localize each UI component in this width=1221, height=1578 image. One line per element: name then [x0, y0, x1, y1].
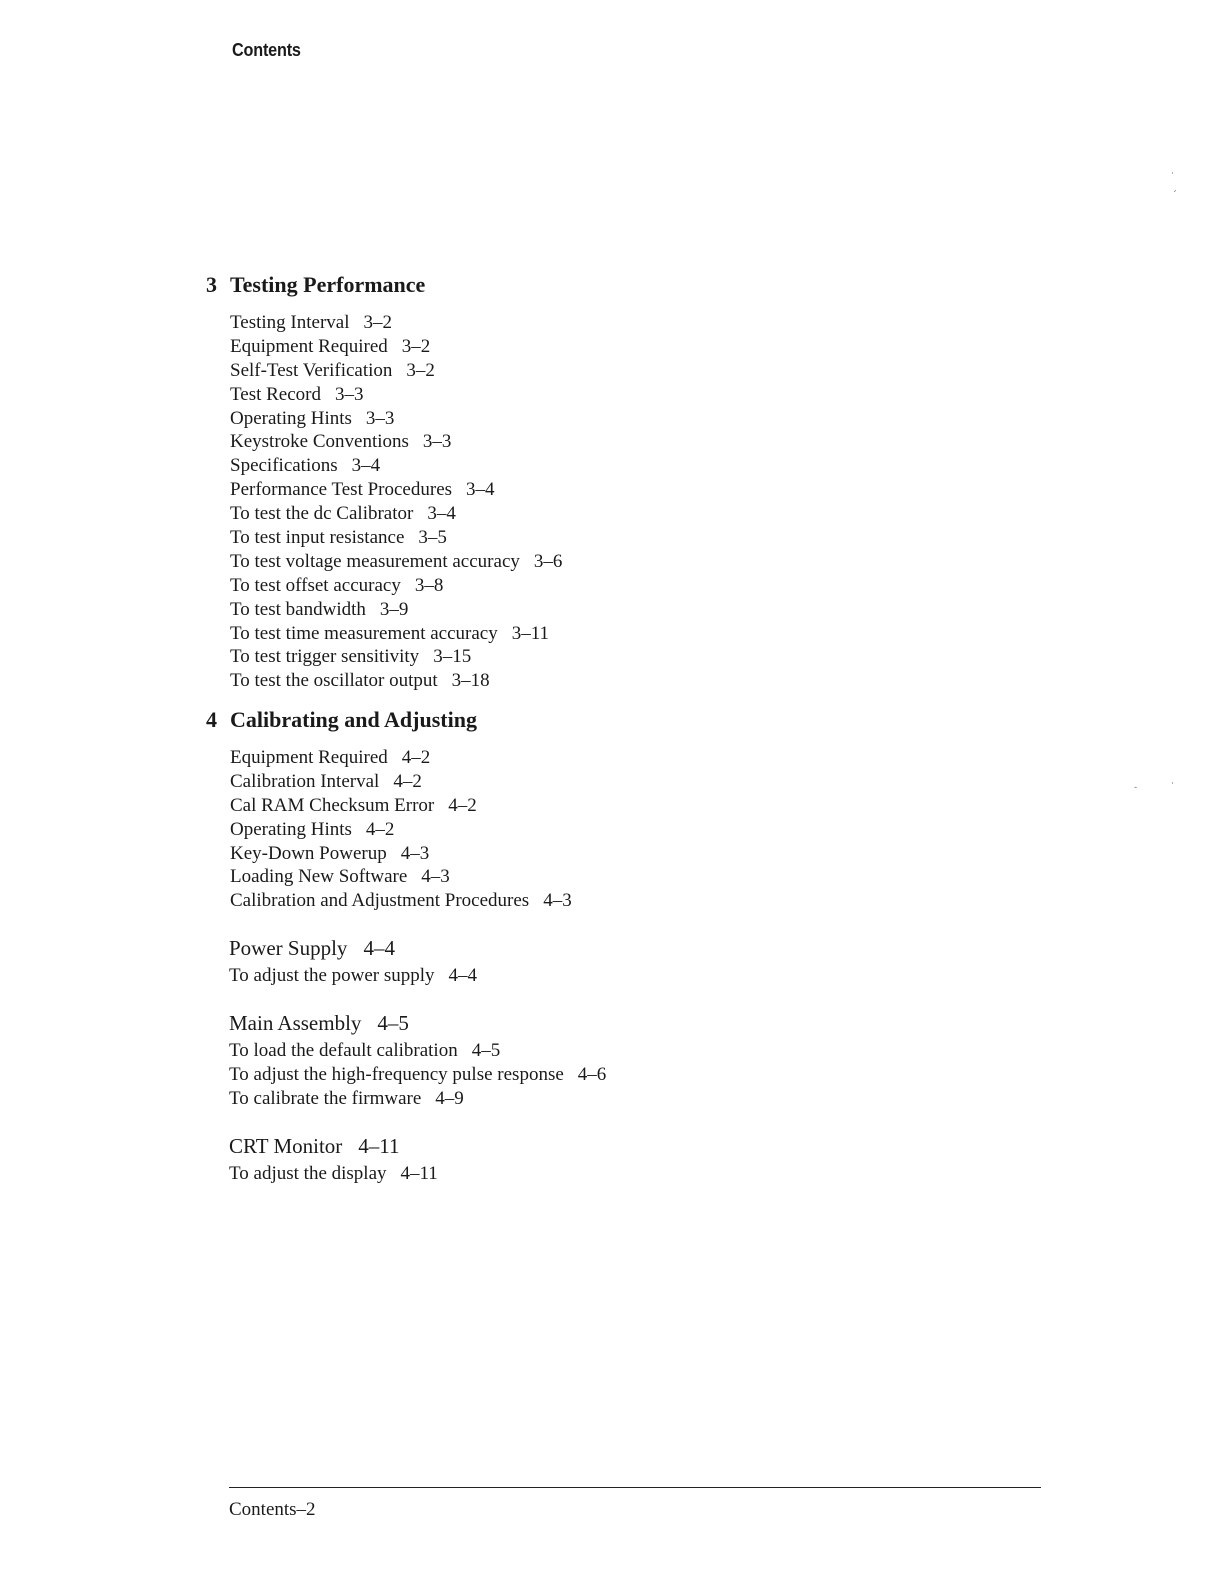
toc-entry[interactable]: [230, 865, 572, 889]
toc-entry-title: To test offset accuracy: [230, 574, 401, 596]
toc-entry-page: 3–8: [414, 574, 444, 596]
running-head: Contents: [232, 40, 301, 60]
toc-entry[interactable]: [229, 1162, 438, 1186]
toc-entry-title: Calibration and Adjustment Procedures: [230, 890, 530, 912]
toc-entry-page: 4–11: [400, 1163, 438, 1184]
toc-entry[interactable]: [230, 794, 572, 818]
toc-entry-title: Equipment Required: [230, 335, 388, 357]
toc-subsection-crt-monitor: [229, 1132, 438, 1186]
toc-entry-page: 3–3: [335, 383, 364, 405]
toc-entry[interactable]: [229, 1087, 606, 1111]
toc-entry-page: 4–3: [543, 890, 572, 912]
toc-subsection-power-supply: [229, 934, 477, 988]
toc-subsection-page: 4–5: [377, 1011, 409, 1035]
toc-entry-title: Loading New Software: [230, 866, 408, 888]
toc-entry-title: To calibrate the firmware: [229, 1087, 422, 1109]
toc-entry-title: Calibration Interval: [230, 770, 380, 792]
scan-speck: ˊ: [1172, 190, 1177, 201]
toc-entry-title: Self-Test Verification: [230, 359, 393, 381]
toc-entry-title: Test Record: [230, 383, 322, 405]
toc-entry-title: Key-Down Powerup: [230, 842, 387, 864]
scan-speck: ˙: [1170, 782, 1175, 793]
toc-sublist: [229, 964, 477, 988]
toc-entry-page: 3–2: [406, 359, 435, 381]
toc-entry-page: 3–4: [351, 455, 381, 477]
toc-entry-title: Operating Hints: [230, 407, 352, 429]
toc-entry-title: To test input resistance: [230, 527, 405, 549]
toc-entry-title: Operating Hints: [230, 818, 352, 840]
toc-entry-page: 3–2: [363, 312, 392, 333]
toc-subsection-main-assembly: [229, 1009, 606, 1111]
toc-entry-page: 4–3: [400, 842, 430, 864]
toc-entry-page: 4–2: [401, 747, 431, 768]
toc-subsection-page: 4–4: [363, 936, 395, 960]
toc-entry-page: 4–2: [448, 794, 477, 816]
toc-entry[interactable]: [230, 335, 562, 359]
toc-list-chapter-4: [230, 746, 572, 913]
scan-speck: ˙: [1170, 172, 1175, 183]
toc-subsection-title: Main Assembly: [229, 1011, 362, 1035]
toc-entry[interactable]: [230, 598, 562, 622]
toc-entry[interactable]: [230, 770, 572, 794]
toc-entry-title: Performance Test Procedures: [230, 479, 453, 501]
toc-entry[interactable]: [230, 842, 572, 866]
toc-entry[interactable]: [229, 964, 477, 988]
toc-entry-title: Cal RAM Checksum Error: [230, 794, 435, 816]
chapter-title: Calibrating and Adjusting: [230, 707, 477, 732]
toc-entry-title: To test the dc Calibrator: [230, 503, 414, 525]
toc-entry-page: 4–9: [435, 1087, 464, 1109]
toc-entry[interactable]: [230, 889, 572, 913]
toc-entry-title: To test voltage measurement accuracy: [230, 550, 520, 572]
chapter-heading: [206, 272, 425, 298]
toc-entry-page: 4–5: [471, 1040, 501, 1061]
toc-entry[interactable]: [230, 502, 562, 526]
toc-list-chapter-3: [230, 311, 562, 693]
toc-subsection-title: Power Supply: [229, 936, 348, 960]
toc-subsection-heading[interactable]: [229, 934, 477, 964]
footer-rule: [229, 1487, 1041, 1488]
toc-subsection-heading[interactable]: [229, 1009, 606, 1039]
toc-entry[interactable]: [229, 1063, 606, 1087]
page-footer: Contents–2: [229, 1499, 316, 1520]
toc-entry-title: To test time measurement accuracy: [230, 622, 498, 644]
toc-subsection-page: 4–11: [358, 1134, 400, 1158]
toc-entry[interactable]: [230, 746, 572, 770]
toc-entry-title: To load the default calibration: [229, 1040, 458, 1061]
toc-entry[interactable]: [230, 359, 562, 383]
toc-entry[interactable]: [230, 550, 562, 574]
toc-entry-page: 4–6: [577, 1063, 607, 1085]
toc-entry[interactable]: [230, 478, 562, 502]
toc-entry-page: 3–2: [401, 335, 431, 357]
toc-sublist: [229, 1162, 438, 1186]
toc-entry[interactable]: [230, 383, 562, 407]
toc-entry-page: 4–4: [448, 965, 478, 986]
chapter-number: 3: [206, 272, 217, 297]
toc-entry[interactable]: [230, 645, 562, 669]
toc-entry[interactable]: [230, 311, 562, 335]
toc-entry-title: Keystroke Conventions: [230, 431, 409, 453]
toc-entry-title: Testing Interval: [230, 312, 350, 333]
chapter-number: 4: [206, 707, 217, 732]
toc-entry-page: 3–3: [365, 407, 395, 429]
chapter-title: Testing Performance: [230, 272, 426, 297]
toc-entry-title: To test the oscillator output: [230, 670, 438, 692]
toc-entry-title: To adjust the display: [229, 1163, 387, 1184]
toc-entry-page: 4–2: [365, 818, 395, 840]
toc-entry-title: Specifications: [230, 455, 338, 477]
toc-entry-title: To adjust the power supply: [229, 965, 435, 986]
toc-entry[interactable]: [230, 622, 562, 646]
toc-entry-page: 3–4: [466, 479, 495, 501]
toc-entry-title: Equipment Required: [230, 747, 388, 768]
toc-entry-page: 3–11: [511, 622, 550, 644]
toc-entry-page: 4–3: [421, 866, 450, 888]
toc-entry-page: 3–4: [427, 503, 456, 525]
toc-entry-page: 3–5: [418, 527, 447, 549]
toc-entry-title: To test bandwidth: [230, 598, 366, 620]
toc-entry[interactable]: [230, 526, 562, 550]
toc-subsection-heading[interactable]: [229, 1132, 438, 1162]
toc-entry-page: 3–18: [451, 670, 490, 692]
toc-entry[interactable]: [230, 669, 562, 693]
toc-entry[interactable]: [230, 407, 562, 431]
toc-sublist: [229, 1039, 606, 1111]
toc-entry-page: 3–3: [422, 431, 452, 453]
toc-entry[interactable]: [229, 1039, 606, 1063]
toc-entry[interactable]: [230, 454, 562, 478]
toc-entry-page: 3–9: [379, 598, 409, 620]
toc-entry-title: To test trigger sensitivity: [230, 646, 420, 668]
toc-entry[interactable]: [230, 574, 562, 598]
toc-entry-page: 4–2: [393, 770, 422, 792]
toc-subsection-title: CRT Monitor: [229, 1134, 343, 1158]
toc-entry[interactable]: [230, 430, 562, 454]
chapter-heading: [206, 707, 477, 733]
toc-entry-page: 3–15: [433, 646, 472, 668]
toc-entry-title: To adjust the high-frequency pulse response: [229, 1063, 564, 1085]
scan-speck: ˗: [1134, 782, 1138, 793]
toc-entry-page: 3–6: [533, 550, 563, 572]
toc-entry[interactable]: [230, 818, 572, 842]
